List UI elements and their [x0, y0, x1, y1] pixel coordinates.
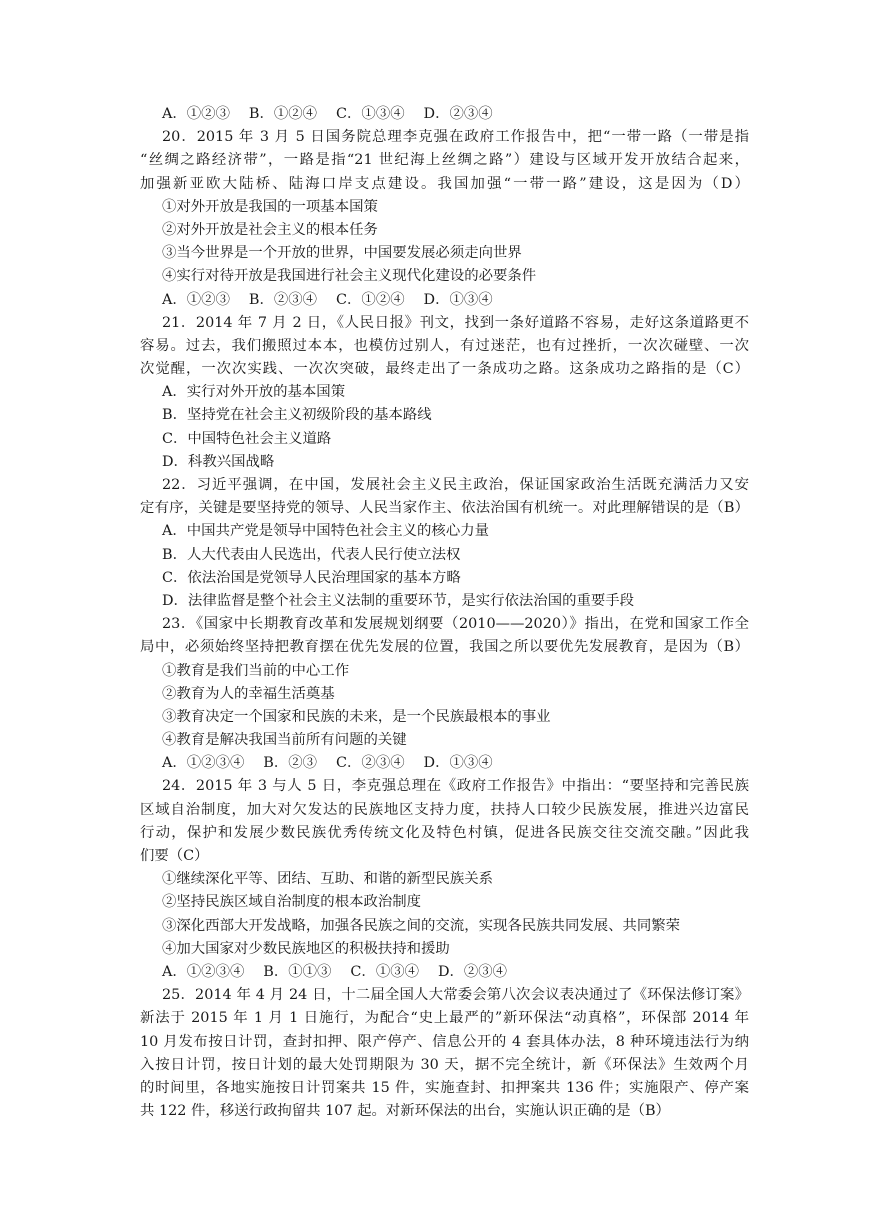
text-line: 局中，必须始终坚持把教育摆在优先发展的位置，我国之所以要优先发展教育，是因为（B）	[140, 639, 749, 656]
text-line: ①继续深化平等、团结、互助、和谐的新型民族关系	[162, 871, 493, 888]
text-line: D．科教兴国战略	[162, 453, 275, 470]
text-line: ①教育是我们当前的中心工作	[162, 662, 350, 679]
text-line: A．实行对外开放的基本国策	[162, 384, 346, 401]
text-line: 次觉醒，一次次实践、一次次突破，最终走出了一条成功之路。这条成功之路指的是（C）	[140, 361, 749, 378]
text-line: ③教育决定一个国家和民族的未来，是一个民族最根本的事业	[162, 708, 551, 725]
text-line: ②对外开放是社会主义的根本任务	[162, 221, 378, 238]
text-line: 的时间里，各地实施按日计罚案共 15 件，实施查封、扣押案共 136 件；实施限产、停产案	[140, 1079, 749, 1096]
text-line: 们要（C）	[140, 848, 209, 864]
text-line: “丝绸之路经济带”，一路是指“21 世纪海上丝绸之路”）建设与区域开发开放结合起来，	[140, 152, 749, 169]
text-line: 行动，保护和发展少数民族优秀传统文化及特色村镇，促进各民族交往交流交融。”因此我	[140, 824, 749, 841]
text-line: 容易。过去，我们搬照过本本，也模仿过别人，有过迷茫，也有过挫折，一次次碰壁、一次	[140, 337, 749, 354]
text-line: 21．2014 年 7 月 2 日，《人民日报》刊文，找到一条好道路不容易，走好这条道路更不	[162, 314, 749, 331]
text-line: ③当今世界是一个开放的世界，中国要发展必须走向世界	[162, 245, 522, 262]
text-line: ②坚持民族区域自治制度的根本政治制度	[162, 894, 422, 911]
text-line: ④加大国家对少数民族地区的积极扶持和援助	[162, 940, 450, 957]
text-line: 20．2015 年 3 月 5 日国务院总理李克强在政府工作报告中，把“一带一路（一带是指	[162, 129, 749, 146]
text-line: 共 122 件，移送行政拘留共 107 起。对新环保法的出台，实施认识正确的是（B）	[140, 1103, 670, 1120]
text-line: A．①②③④ B．①①③ C．①③④ D．②③④	[162, 963, 508, 980]
text-line: B．坚持党在社会主义初级阶段的基本路线	[162, 407, 432, 424]
text-line: 22．习近平强调，在中国，发展社会主义民主政治，保证国家政治生活既充满活力又安	[162, 477, 749, 493]
text-line: 23．《国家中长期教育改革和发展规划纲要（2010——2020）》指出，在党和国家工作全	[162, 616, 749, 633]
text-line: C．依法治国是党领导人民治理国家的基本方略	[162, 569, 461, 586]
text-line: ③深化西部大开发战略，加强各民族之间的交流，实现各民族共同发展、共同繁荣	[162, 917, 681, 934]
text-line: ④实行对待开放是我国进行社会主义现代化建设的必要条件	[162, 268, 537, 285]
text-line: A．①②③ B．②③④ C．①②④ D．①③④	[162, 291, 493, 308]
text-line: 新法于 2015 年 1 月 1 日施行，为配合“史上最严的”新环保法“动真格”，环保部 2014 年	[140, 1010, 749, 1027]
text-line: 25．2014 年 4 月 24 日，十二届全国人大常委会第八次会议表决通过了《环保法修订案》	[162, 987, 749, 1004]
text-line: 定有序，关键是要坚持党的领导、人民当家作主、依法治国有机统一。对此理解错误的是（B）	[140, 500, 749, 517]
text-line: A．中国共产党是领导中国特色社会主义的核心力量	[162, 523, 489, 540]
text-line: ②教育为人的幸福生活奠基	[162, 685, 335, 702]
text-line: B．人大代表由人民选出，代表人民行使立法权	[162, 546, 461, 563]
text-line: A．①②③ B．①②④ C．①③④ D．②③④	[162, 106, 493, 122]
text-line: 加强新亚欧大陆桥、陆海口岸支点建设。我国加强“一带一路”建设，这是因为（D）	[140, 175, 749, 192]
text-line: 入按日计罚，按日计划的最大处罚期限为 30 天，据不完全统计，新《环保法》生效两个月	[140, 1056, 749, 1073]
text-line: A．①②③④ B．②③ C．②③④ D．①③④	[162, 755, 493, 772]
text-line: ①对外开放是我国的一项基本国策	[162, 198, 378, 215]
text-line: 10 月发布按日计罚，查封扣押、限产停产、信息公开的 4 套具体办法，8 种环境违法行为纳	[140, 1033, 749, 1050]
text-line: 区域自治制度，加大对欠发达的民族地区支持力度，扶持人口较少民族发展，推进兴边富民	[140, 801, 749, 818]
text-line: ④教育是解决我国当前所有问题的关键	[162, 732, 407, 749]
text-line: D．法律监督是整个社会主义法制的重要环节，是实行依法治国的重要手段	[162, 592, 635, 609]
text-line: 24．2015 年 3 与人 5 日，李克强总理在《政府工作报告》中指出：“要坚持和完善民族	[162, 778, 749, 795]
text-line: C．中国特色社会主义道路	[162, 430, 332, 447]
